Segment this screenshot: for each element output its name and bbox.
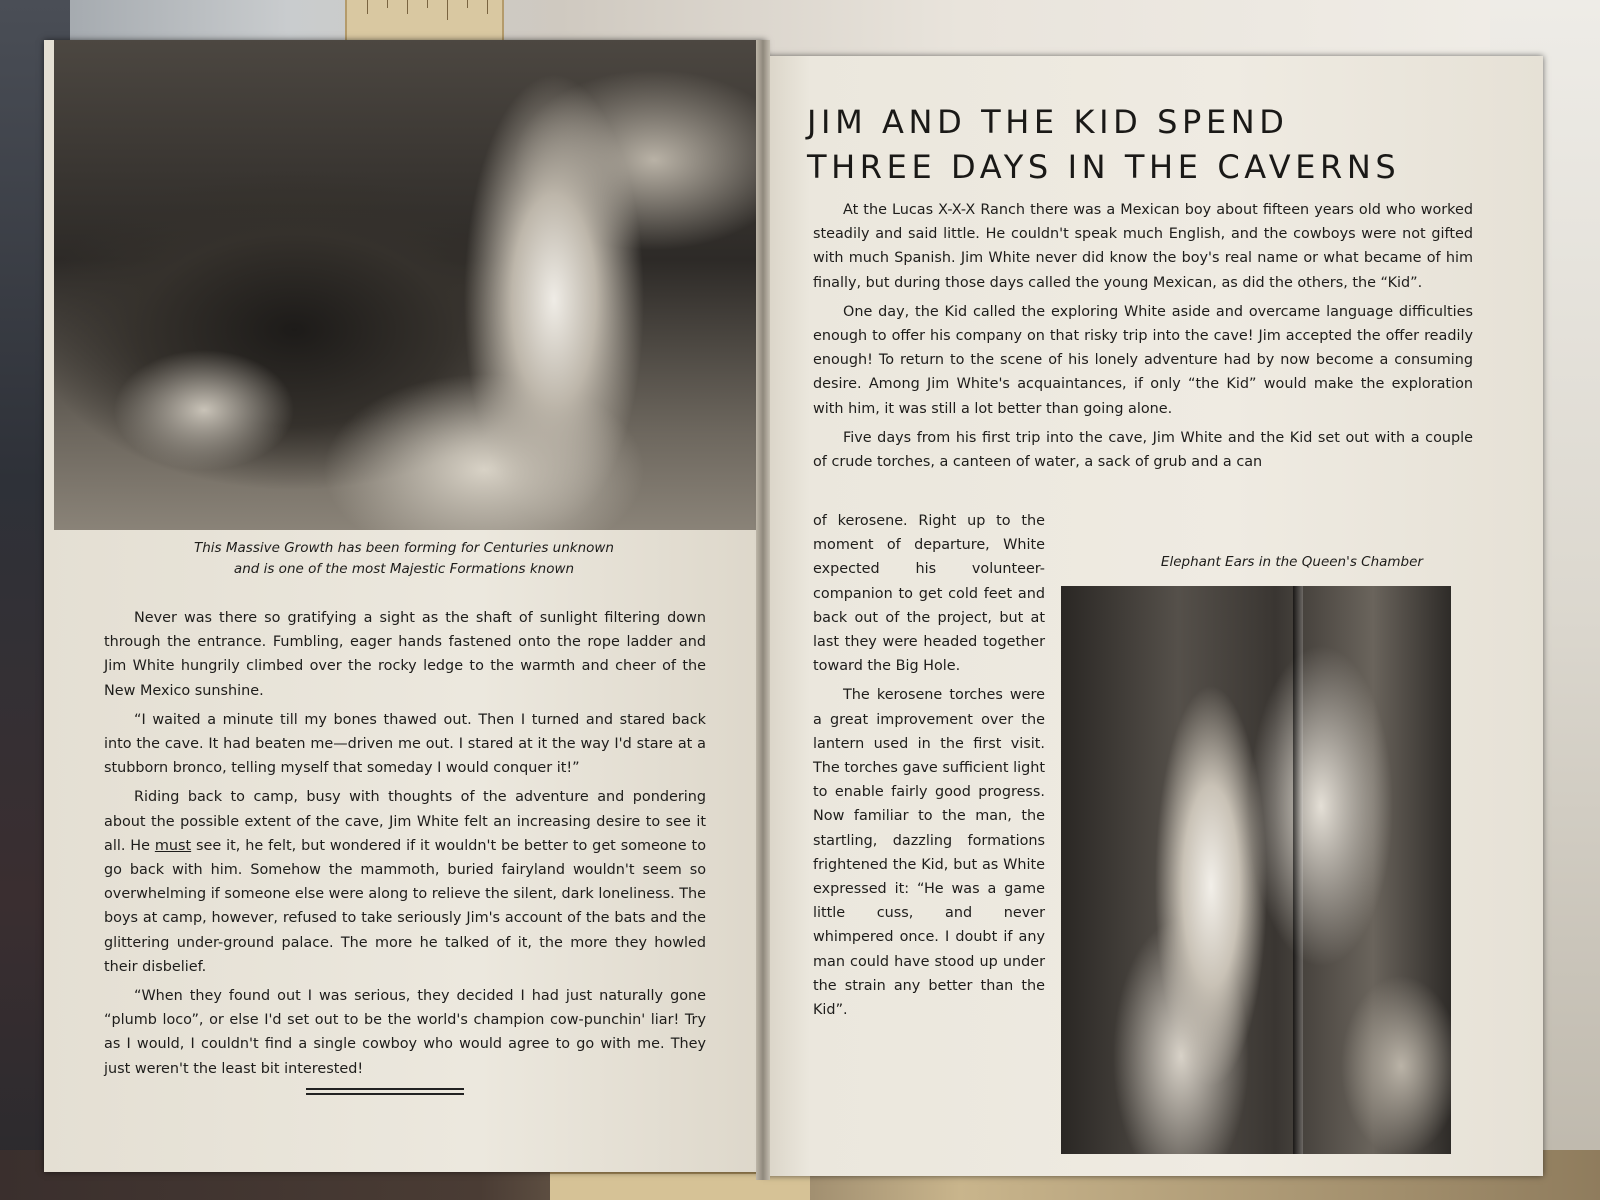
right-page bbox=[763, 56, 1543, 1176]
underlined-word: must bbox=[154, 837, 192, 854]
paragraph: “I waited a minute till my bones thawed out. Then I turned and stared back into the cave. It had beaten me—driven me out. I stared at it the way I'd stare at a stubborn bronco, telling myself that someday I would conquer it!” bbox=[104, 711, 706, 777]
elephant-ears-caption: Elephant Ears in the Queen's Chamber bbox=[1160, 554, 1423, 570]
paragraph: Five days from his first trip into the cave, Jim White and the Kid set out with a couple of crude torches, a canteen of water, a sack of grub and a can bbox=[813, 429, 1473, 471]
paragraph: At the Lucas X-X-X Ranch there was a Mexican boy about fifteen years old who worked steadily and said little. He couldn't speak much English, and the cowboys were not gifted with much Spanish. Jim White never did know the boy's real name or what became of him finally, but during those days called the young Mexican, as did the others, the “Kid”. bbox=[813, 202, 1473, 291]
elephant-ears-photo bbox=[1061, 586, 1451, 1154]
paragraph: The kerosene torches were a great improvement over the lantern used in the first visit. The torches gave sufficient light to enable fairly good progress. Now familiar to the man, the startling, dazzling formations frightened the Kid, but as White expressed it: “He was a game little cuss, and never whimpered once. I doubt if any man could have stood up under the strain any better than the Kid”. bbox=[813, 687, 1045, 1019]
paragraph: Riding back to camp, busy with thoughts of the adventure and pondering about the possible extent of the cave, Jim White felt an increasing desire to see it all. He must see it, he felt, but wondered if it wouldn't be better to get someone to go back with him. Somehow the mammoth, buried fairyland wouldn't seem so overwhelming if someone else were along to relieve the silent, dark loneliness. The boys at camp, however, refused to take seriously Jim's account of the bats and the glittering under-ground palace. The more he talked of it, the more they howled their disbelief. bbox=[104, 789, 706, 975]
chapter-title: JIM AND THE KID SPEND THREE DAYS IN THE CAVERNS bbox=[807, 103, 1401, 186]
caption-line-2: and is one of the most Majestic Formations known bbox=[233, 561, 575, 577]
section-divider-rule bbox=[306, 1088, 464, 1095]
massive-growth-caption bbox=[74, 538, 734, 580]
caption-line-1: This Massive Growth has been forming for Centuries unknown bbox=[194, 540, 614, 556]
paragraph: Never was there so gratifying a sight as the shaft of sunlight filtering down through the entrance. Fumbling, eager hands fastened onto the rope ladder and Jim White hungrily climbed over the rocky ledge to the warmth and cheer of the New Mexico sunshine. bbox=[104, 610, 706, 699]
book-spine-gutter bbox=[756, 40, 770, 1180]
massive-growth-photo bbox=[54, 40, 762, 530]
paragraph: of kerosene. Right up to the moment of departure, White expected his volunteer-companion to get cold feet and back out of the project, but at last they were headed together toward the Big Hole. bbox=[813, 513, 1045, 675]
right-body-text bbox=[813, 198, 1473, 479]
paragraph: “When they found out I was serious, they decided I had just naturally gone “plumb loco”, or else I'd set out to be the world's champion cow-punchin' liar! Try as I would, I couldn't find a single cowboy who would agree to go with me. They just weren't the least bit interested! bbox=[104, 988, 706, 1077]
left-body-text bbox=[104, 606, 706, 1086]
wooden-ruler-bottom bbox=[550, 1172, 810, 1200]
paragraph: One day, the Kid called the exploring White aside and overcame language difficulties enough to offer his company on that risky trip into the cave! Jim accepted the offer readily enough! To return to the scene of his lonely adventure had by now become a consuming desire. Among Jim White's acquaintances, if only “the Kid” would make the exploration with him, it was still a lot better than going alone. bbox=[813, 303, 1473, 417]
wooden-ruler-top bbox=[345, 0, 504, 44]
right-column-text bbox=[813, 509, 1045, 1027]
left-page bbox=[44, 40, 766, 1172]
